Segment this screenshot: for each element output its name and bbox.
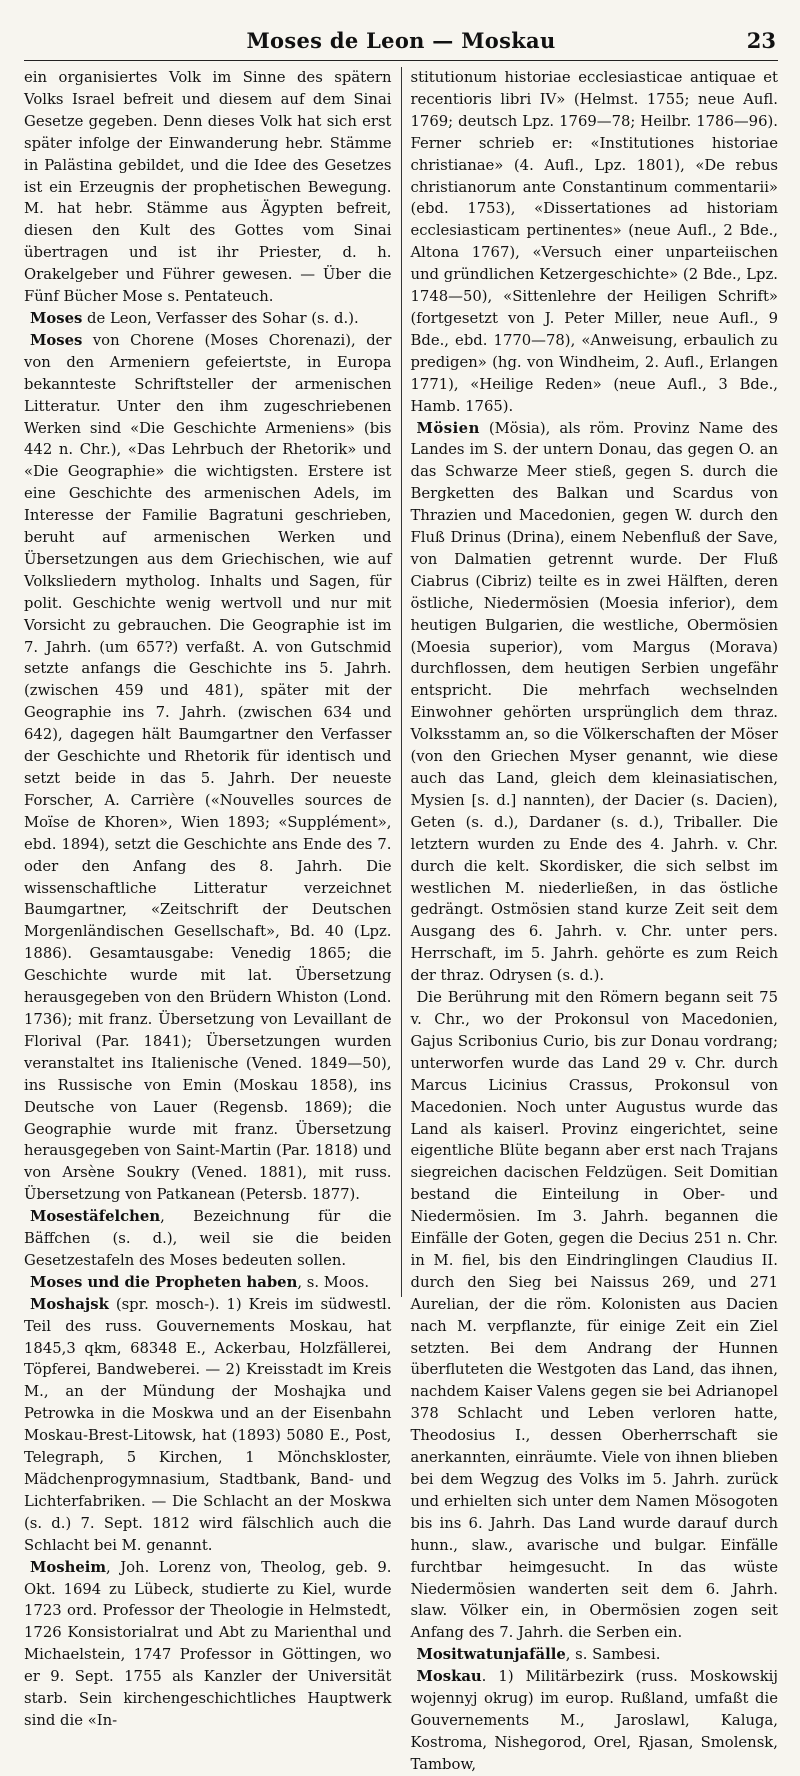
column-divider: [401, 67, 402, 1297]
headword: Moshajsk: [30, 1295, 109, 1313]
entry-moshajsk: Moshajsk (spr. mosch-). 1) Kreis im südwestl. Teil des russ. Gouvernements Moskau, hat 1845,3 qkm, 68348 E., Ackerbau, Holzfällerei, Töpferei, Bandweberei. — 2) Kreisstadt im Kreis M., an der Mündung der Moshajka und Petrowka in die Moskwa und an der Eisenbahn Moskau-Brest-Litowsk, hat (1893) 5080 E., Post, Telegraph, 5 Kirchen, 1 Mönchskloster, Mädchenprogymnasium, Stadtbank, Band- und Lichterfabriken. — Die Schlacht an der Moskwa (s. d.) 7. Sept. 1812 wird fälschlich auch die Schlacht bei M. genannt.: [24, 1295, 392, 1554]
headword: Mositwatunjafälle: [416, 1646, 566, 1664]
page-header: [24, 26, 778, 61]
entry-mosheim: Mosheim, Joh. Lorenz von, Theolog, geb. 9. Okt. 1694 zu Lübeck, studierte zu Kiel, wurde 1723 ord. Professor der Theologie in Helmstedt, 1726 Konsistorialrat und Abt zu Marienthal und Michaelstein, 1747 Professor in Göttingen, wo er 9. Sept. 1755 als Kanzler der Universität starb. Sein kirchengeschichtliches Hauptwerk sind die «In-: [24, 1558, 392, 1729]
entry-mositwatunjafaelle: Mositwatunjafälle, s. Sambesi.: [416, 1646, 661, 1664]
headword: Mösien: [416, 419, 480, 437]
page-number: 23: [746, 28, 776, 53]
running-title: Moses de Leon — Moskau: [246, 28, 556, 53]
entry-moesien: Mösien (Mösia), als röm. Provinz Name des Landes im S. der untern Donau, das gegen O. an das Schwarze Meer stieß, gegen S. durch die Bergketten des Balkan und Scardus von Thrazien und Macedonien, gegen W. durch den Fluß Drinus (Drina), einem Nebenfluß der Save, von Dalmatien getrennt wurde. Der Fluß Ciabrus (Cibriz) teilte es in zwei Hälften, deren östliche, Niedermösien (Moesia inferior), dem heutigen Bulgarien, die westliche, Obermösien (Moesia superior), vom Margus (Morava) durchflossen, dem heutigen Serbien ungefähr entspricht. Die mehrfach wechselnden Einwohner gehörten ursprünglich dem thraz. Volksstamm an, so die Völkerschaften der Möser (von den Griechen Myser genannt, wie diese auch das Land, gleich dem kleinasiatischen, Mysien [s. d.] nannten), der Dacier (s. Dacien), Geten (s. d.), Dardaner (s. d.), Triballer. Die letztern wurden zu Ende des 4. Jahrh. v. Chr. durch die kelt. Skordisker, die sich selbst im westlichen M. niederließen, in das östliche gedrängt. Ostmösien stand kurze Zeit seit dem Ausgang des 6. Jahrh. v. Chr. unter pers. Herrschaft, im 5. Jahrh. gehörte es zum Reich der thraz. Odrysen (s. d.).: [410, 419, 778, 985]
continuation-text: stitutionum historiae ecclesiasticae antiquae et recentioris libri IV» (Helmst. 1755; neue Aufl. 1769; deutsch Lpz. 1769—78; Heilbr. 1786—96). Ferner schrieb er: «Institutiones historiae christianae» (4. Aufl., Lpz. 1801), «De rebus christianorum ante Constantinum commentarii» (ebd. 1753), «Dissertationes ad historiam ecclesiasticam pertinentes» (neue Aufl., 2 Bde., Altona 1767), «Versuch einer unparteiischen und gründlichen Ketzergeschichte» (2 Bde., Lpz. 1748—50), «Sittenlehre der Heiligen Schrift» (fortgesetzt von J. Peter Miller, neue Aufl., 9 Bde., ebd. 1770—78), «Anweisung, erbaulich zu predigen» (hg. von Windheim, 2. Aufl., Erlangen 1771), «Heilige Reden» (neue Aufl., 3 Bde., Hamb. 1765).: [410, 69, 778, 415]
headword: Moses und die Propheten haben: [30, 1273, 298, 1291]
entry-moskau: Moskau. 1) Militärbezirk (russ. Moskowskij wojennyj okrug) im europ. Rußland, umfaßt die Gouvernements M., Jaroslawl, Kaluga, Kostroma, Nishegorod, Orel, Rjasan, Smolensk, Tambow,: [410, 1668, 778, 1773]
entry-moesien-paragraph: Die Berührung mit den Römern begann seit 75 v. Chr., wo der Prokonsul von Macedonien, Gajus Scribonius Curio, bis zur Donau vordrang; unterworfen wurde das Land 29 v. Chr. durch Marcus Licinius Crassus, Prokonsul von Macedonien. Noch unter Augustus wurde das Land als kaiserl. Provinz eingerichtet, seine eigentliche Blüte begann aber erst nach Trajans siegreichen dacischen Feldzügen. Seit Domitian bestand die Einteilung in Ober- und Niedermösien. Im 3. Jahrh. begannen die Einfälle der Goten, gegen die Decius 251 n. Chr. in M. fiel, bis den Eindringlingen Claudius II. durch den Sieg bei Naissus 269, und 271 Aurelian, der die röm. Kolonisten aus Dacien nach M. verpflanzte, für einige Zeit ein Ziel setzten. Bei dem Andrang der Hunnen überfluteten die Westgoten das Land, das ihnen, nachdem Kaiser Valens gegen sie bei Adrianopel 378 Schlacht und Leben verloren hatte, Theodosius I., dessen Oberherrschaft sie anerkannten, einräumte. Viele von ihnen blieben bei dem Wegzug des Volks im 5. Jahrh. zurück und erhielten sich unter dem Namen Mösogoten bis ins 6. Jahrh. Das Land wurde darauf durch hunn., slaw., avarische und bulgar. Einfälle furchtbar heimgesucht. In das wüste Niedermösien wanderten seit dem 6. Jahrh. slaw. Völker ein, in Obermösien zogen seit Anfang des 7. Jahrh. die Serben ein.: [410, 989, 778, 1642]
headword: Moskau: [416, 1668, 482, 1686]
entry-mosestaefelchen: Mosestäfelchen, Bezeichnung für die Bäffchen (s. d.), weil sie die beiden Gesetzestafeln des Moses bedeuten sollen.: [24, 1208, 392, 1269]
headword: Mosestäfelchen: [30, 1208, 161, 1226]
continuation-text: ein organisiertes Volk im Sinne des spätern Volks Israel befreit und diesem auf dem Sinai Gesetze gegeben. Denn dieses Volk hat sich erst später infolge der Einwanderung hebr. Stämme in Palästina gebildet, und die Idee des Gesetzes ist ein Erzeugnis der prophetischen Bewegung. M. hat hebr. Stämme aus Ägypten befreit, diesen den Kult des Gottes vom Sinai übertragen und ist ihr Priester, d. h. Orakelgeber und Führer gewesen. — Über die Fünf Bücher Mose s. Pentateuch.: [24, 69, 392, 306]
headword: Moses: [30, 309, 83, 327]
entry-moses-von-chorene: Moses von Chorene (Moses Chorenazi), der von den Armeniern gefeiertste, in Europa bekannteste Schriftsteller der armenischen Litteratur. Unter den ihm zugeschriebenen Werken sind «Die Geschichte Armeniens» (bis 442 n. Chr.), «Das Lehrbuch der Rhetorik» und «Die Geographie» die wichtigsten. Erstere ist eine Geschichte des armenischen Adels, im Interesse der Familie Bagratuni geschrieben, beruht auf armenischen Werken und Übersetzungen aus dem Griechischen, wie auf Volksliedern mytholog. Inhalts und Sagen, für polit. Geschichte wenig wertvoll und nur mit Vorsicht zu gebrauchen. Die Geographie ist im 7. Jahrh. (um 657?) verfaßt. A. von Gutschmid setzte anfangs die Geschichte ins 5. Jahrh. (zwischen 459 und 481), später mit der Geographie ins 7. Jahrh. (zwischen 634 und 642), dagegen hält Baumgartner den Verfasser der Geschichte und Rhetorik für identisch und setzt beide in das 5. Jahrh. Der neueste Forscher, A. Carrière («Nouvelles sources de Moïse de Khoren», Wien 1893; «Supplément», ebd. 1894), setzt die Geschichte ans Ende des 7. oder den Anfang des 8. Jahrh. Die wissenschaftliche Litteratur verzeichnet Baumgartner, «Zeitschrift der Deutschen Morgenländischen Gesellschaft», Bd. 40 (Lpz. 1886). Gesamtausgabe: Venedig 1865; die Geschichte wurde mit lat. Übersetzung herausgegeben von den Brüdern Whiston (Lond. 1736); mit franz. Übersetzung von Levaillant de Florival (Par. 1841); Übersetzungen wurden veranstaltet ins Italienische (Vened. 1849—50), ins Russische von Emin (Moskau 1858), ins Deutsche von Lauer (Regensb. 1869); die Geographie wurde mit franz. Übersetzung herausgegeben von Saint-Martin (Par. 1818) und von Arsène Soukry (Vened. 1881), mit russ. Übersetzung von Patkanean (Petersb. 1877).: [24, 331, 392, 1204]
right-column: [410, 67, 778, 1773]
headword: Moses: [30, 331, 83, 349]
entry-moses-und-die-propheten: Moses und die Propheten haben, s. Moos.: [30, 1273, 370, 1291]
entry-moses-de-leon: Moses de Leon, Verfasser des Sohar (s. d.).: [30, 309, 359, 327]
two-column-body: [24, 67, 778, 1773]
headword: Mosheim: [30, 1558, 107, 1576]
left-column: [24, 67, 392, 1729]
